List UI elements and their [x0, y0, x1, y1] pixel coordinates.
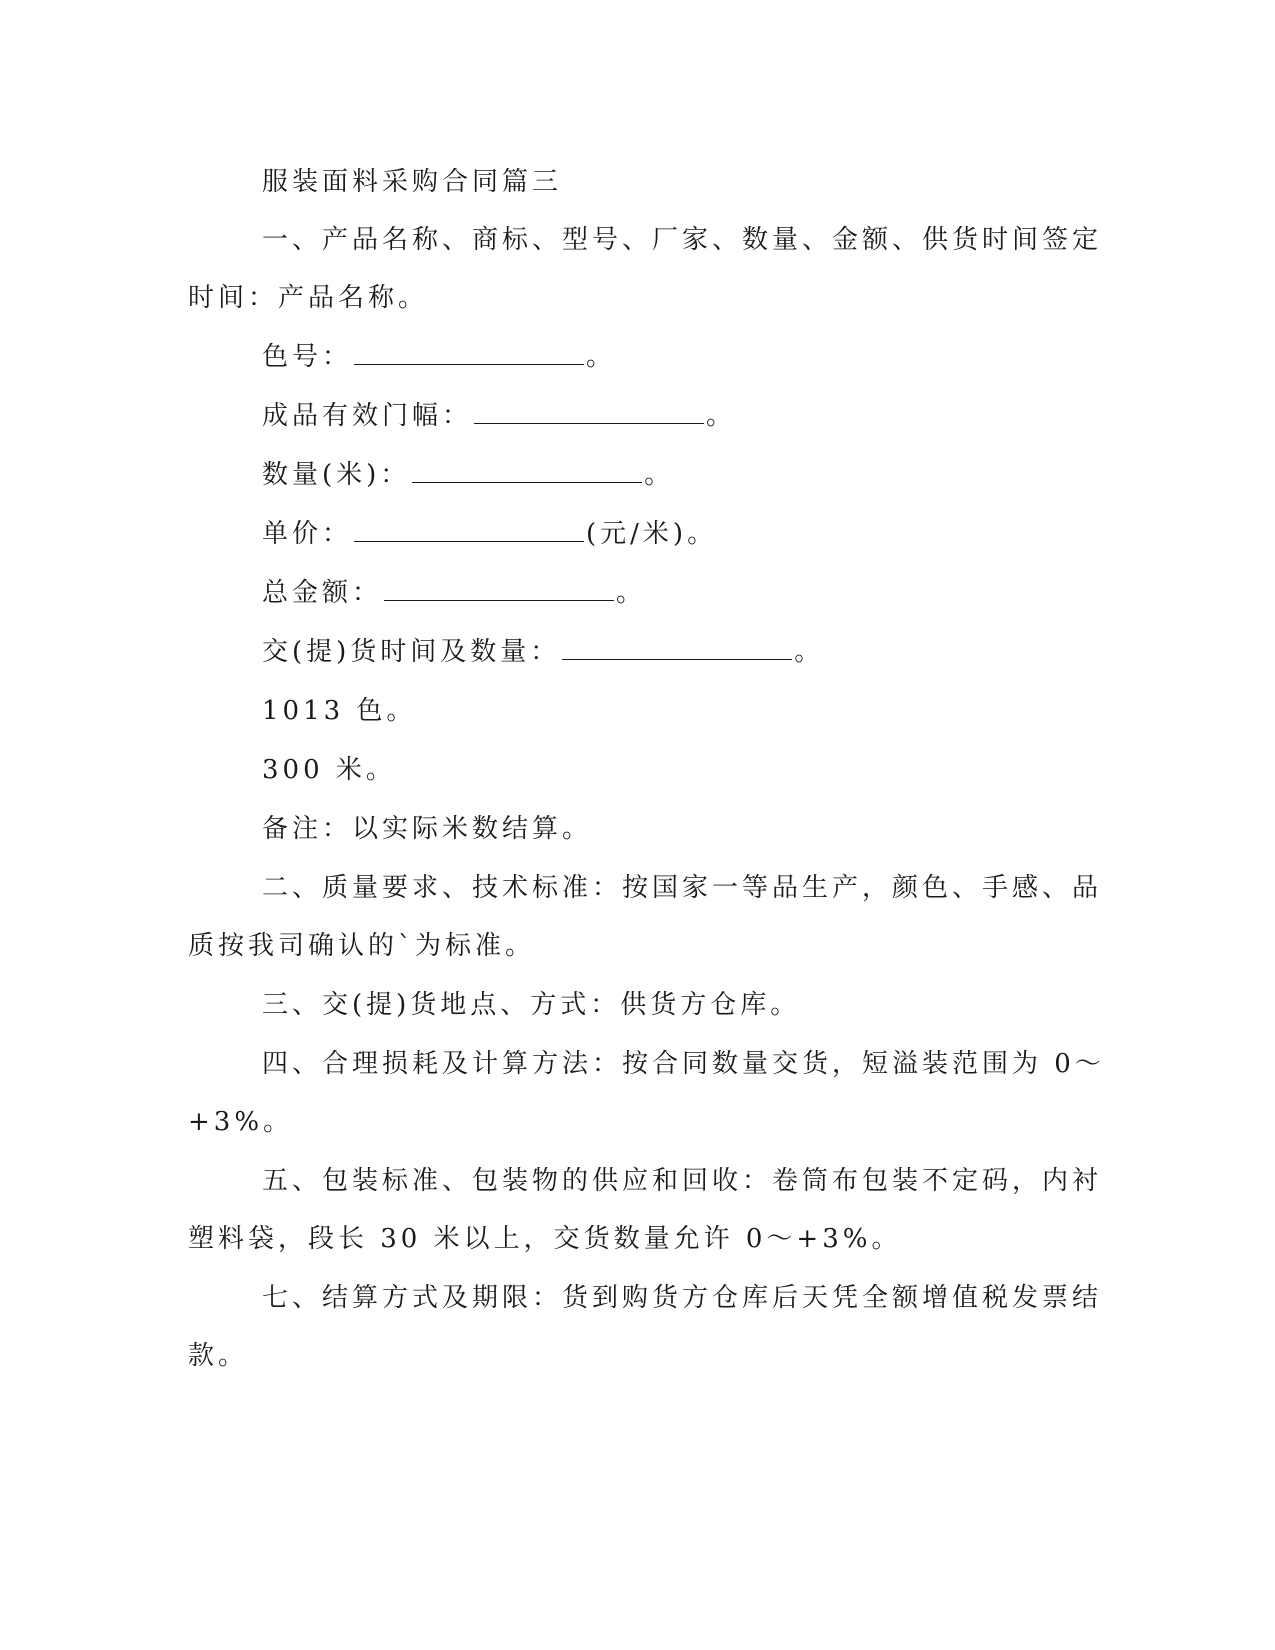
document-title: 服装面料采购合同篇三 — [262, 167, 563, 197]
note-line: 备注：以实际米数结算。 — [262, 814, 593, 844]
field-label: 总金额： — [262, 578, 383, 608]
packaging-paragraph: 五、包装标准、包装物的供应和回收：卷筒布包装不定码，内衬 — [262, 1166, 1103, 1196]
field-end: 。 — [586, 342, 617, 372]
total-amount-line — [262, 577, 1068, 609]
blank-field — [562, 637, 792, 660]
packaging-paragraph-cont: 塑料袋，段长 30 米以上，交货数量允许 0～+3%。 — [188, 1224, 902, 1254]
blank-field — [354, 342, 584, 365]
blank-field — [384, 578, 614, 601]
field-label: 数量(米)： — [262, 460, 411, 490]
effective-width-line — [262, 400, 1068, 432]
loss-paragraph: 四、合理损耗及计算方法：按合同数量交货，短溢装范围为 0～ — [262, 1049, 1105, 1079]
field-end: 。 — [706, 401, 737, 431]
field-label: 交(提)货时间及数量： — [262, 637, 561, 667]
field-label: 单价： — [262, 519, 353, 549]
settlement-paragraph-cont: 款。 — [188, 1341, 249, 1371]
color-value: 1013 色。 — [262, 696, 417, 726]
delivery-time-line — [262, 636, 1068, 668]
settlement-paragraph: 七、结算方式及期限：货到购货方仓库后天凭全额增值税发票结 — [262, 1283, 1103, 1313]
blank-field — [412, 460, 642, 483]
color-number-line — [262, 341, 1068, 373]
quantity-line — [262, 459, 1068, 491]
field-label: 成品有效门幅： — [262, 401, 473, 431]
field-end: (元/米)。 — [586, 519, 718, 549]
meters-value: 300 米。 — [262, 755, 396, 785]
blank-field — [354, 519, 584, 542]
field-end: 。 — [794, 637, 825, 667]
field-label: 色号： — [262, 342, 353, 372]
delivery-place-paragraph: 三、交(提)货地点、方式：供货方仓库。 — [262, 990, 801, 1020]
field-end: 。 — [644, 460, 675, 490]
paragraph-line: 时间：产品名称。 — [188, 283, 429, 313]
blank-field — [474, 401, 704, 424]
paragraph-line: 一、产品名称、商标、型号、厂家、数量、金额、供货时间签定 — [262, 225, 1103, 255]
unit-price-line — [262, 518, 1068, 550]
quality-paragraph-cont: 质按我司确认的`为标准。 — [188, 931, 536, 961]
quality-paragraph: 二、质量要求、技术标准：按国家一等品生产，颜色、手感、品 — [262, 873, 1103, 903]
field-end: 。 — [616, 578, 647, 608]
loss-paragraph-cont: +3%。 — [188, 1107, 294, 1137]
